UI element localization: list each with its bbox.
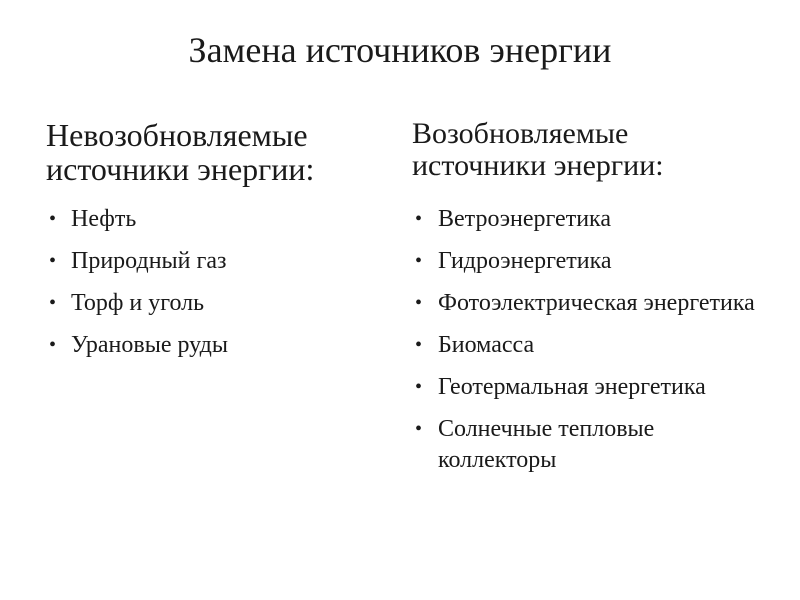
list-item bbox=[46, 246, 386, 277]
list-item-label: Природный газ bbox=[71, 248, 227, 274]
list-item-label: Торф и уголь bbox=[71, 290, 205, 316]
bullet-icon: • bbox=[49, 292, 57, 314]
bullet-icon: • bbox=[415, 418, 423, 440]
list-item bbox=[412, 288, 772, 319]
slide-title: Замена источников энергии bbox=[188, 30, 612, 70]
renewable-list bbox=[412, 204, 772, 476]
nonrenewable-heading-line1: Невозобновляемые bbox=[46, 117, 308, 153]
list-item bbox=[412, 204, 772, 235]
list-item-label: Солнечные тепловые коллекторы bbox=[438, 416, 655, 473]
bullet-icon: • bbox=[49, 250, 57, 272]
list-item bbox=[412, 246, 772, 277]
bullet-icon: • bbox=[415, 376, 423, 398]
nonrenewable-heading-line2: источники энергии: bbox=[46, 151, 315, 187]
list-item-label: Фотоэлектрическая энергетика bbox=[438, 290, 755, 316]
list-item bbox=[412, 372, 772, 403]
list-item-label: Ветроэнергетика bbox=[438, 206, 611, 232]
bullet-icon: • bbox=[415, 208, 423, 230]
bullet-icon: • bbox=[49, 334, 57, 356]
renewable-heading-line1: Возобновляемые bbox=[412, 117, 629, 150]
list-item bbox=[46, 204, 386, 235]
list-item bbox=[46, 330, 386, 361]
list-item-label: Геотермальная энергетика bbox=[438, 374, 706, 400]
list-item-label: Нефть bbox=[71, 206, 137, 232]
renewable-heading-line2: источники энергии: bbox=[412, 149, 664, 182]
list-item-label: Урановые руды bbox=[71, 332, 228, 358]
list-item bbox=[412, 330, 772, 361]
list-item-label: Биомасса bbox=[438, 332, 535, 358]
renewable-column bbox=[412, 118, 772, 487]
renewable-heading bbox=[412, 118, 772, 182]
list-item bbox=[412, 414, 772, 476]
bullet-icon: • bbox=[49, 208, 57, 230]
nonrenewable-heading bbox=[46, 118, 386, 186]
nonrenewable-list bbox=[46, 204, 386, 361]
list-item bbox=[46, 288, 386, 319]
list-item-label: Гидроэнергетика bbox=[438, 248, 612, 274]
bullet-icon: • bbox=[415, 334, 423, 356]
bullet-icon: • bbox=[415, 250, 423, 272]
bullet-icon: • bbox=[415, 292, 423, 314]
nonrenewable-column bbox=[46, 118, 386, 372]
